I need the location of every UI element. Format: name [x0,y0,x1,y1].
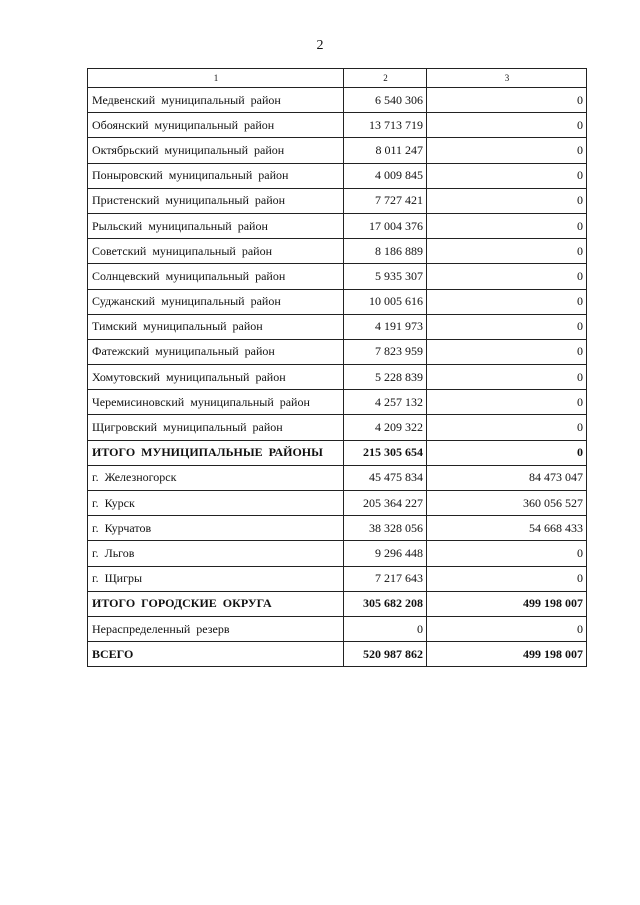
table-row [88,415,587,440]
table-total-row [88,591,587,616]
table-row [88,566,587,591]
row-name-cell: Рыльский муниципальный район [88,213,344,238]
row-name-cell: Советский муниципальный район [88,239,344,264]
row-col3-value: 0 [427,339,587,364]
row-col2-value: 4 257 132 [344,390,427,415]
row-col2-value: 9 296 448 [344,541,427,566]
row-name-cell: ИТОГО ГОРОДСКИЕ ОКРУГА [88,591,344,616]
table-row [88,616,587,641]
row-col2-value: 45 475 834 [344,465,427,490]
table-row [88,239,587,264]
row-col2-value: 4 191 973 [344,314,427,339]
row-name-cell: г. Железногорск [88,465,344,490]
row-col2-value: 13 713 719 [344,113,427,138]
row-col3-value: 0 [427,365,587,390]
table-total-row [88,642,587,667]
row-col2-value: 0 [344,616,427,641]
row-name-cell: Медвенский муниципальный район [88,88,344,113]
row-col3-value: 0 [427,163,587,188]
row-col2-value: 8 011 247 [344,138,427,163]
row-name-cell: Солнцевский муниципальный район [88,264,344,289]
table-row [88,365,587,390]
table-row [88,314,587,339]
table-row [88,138,587,163]
row-name-cell: г. Льгов [88,541,344,566]
table-row [88,339,587,364]
row-col2-value: 38 328 056 [344,516,427,541]
row-col3-value: 84 473 047 [427,465,587,490]
row-name-cell: Суджанский муниципальный район [88,289,344,314]
row-col2-value: 8 186 889 [344,239,427,264]
column-header-2: 2 [344,69,427,88]
row-name-cell: ВСЕГО [88,642,344,667]
row-name-cell: Хомутовский муниципальный район [88,365,344,390]
row-col3-value: 0 [427,289,587,314]
table-row [88,289,587,314]
row-col3-value: 54 668 433 [427,516,587,541]
table-row [88,516,587,541]
row-col2-value: 215 305 654 [344,440,427,465]
row-col3-value: 360 056 527 [427,491,587,516]
row-col2-value: 5 228 839 [344,365,427,390]
row-name-cell: ИТОГО МУНИЦИПАЛЬНЫЕ РАЙОНЫ [88,440,344,465]
row-name-cell: Нераспределенный резерв [88,616,344,641]
row-col3-value: 0 [427,390,587,415]
row-col3-value: 0 [427,566,587,591]
column-header-3: 3 [427,69,587,88]
row-col2-value: 17 004 376 [344,213,427,238]
table-total-row [88,440,587,465]
row-col3-value: 0 [427,239,587,264]
row-col3-value: 0 [427,440,587,465]
row-name-cell: Обоянский муниципальный район [88,113,344,138]
row-name-cell: г. Щигры [88,566,344,591]
row-col3-value: 0 [427,314,587,339]
row-col3-value: 499 198 007 [427,642,587,667]
row-col3-value: 0 [427,138,587,163]
row-col2-value: 305 682 208 [344,591,427,616]
row-col2-value: 4 209 322 [344,415,427,440]
row-col2-value: 7 217 643 [344,566,427,591]
row-col3-value: 0 [427,213,587,238]
row-name-cell: г. Курск [88,491,344,516]
row-col3-value: 0 [427,264,587,289]
row-col3-value: 0 [427,113,587,138]
row-col2-value: 6 540 306 [344,88,427,113]
table-row [88,465,587,490]
table-row [88,163,587,188]
column-header-1: 1 [88,69,344,88]
row-col3-value: 0 [427,188,587,213]
table-row [88,88,587,113]
row-name-cell: Поныровский муниципальный район [88,163,344,188]
table-header-row [88,69,587,88]
row-name-cell: Октябрьский муниципальный район [88,138,344,163]
table-row [88,541,587,566]
row-col3-value: 499 198 007 [427,591,587,616]
page-number: 2 [316,38,324,53]
row-name-cell: Пристенский муниципальный район [88,188,344,213]
table-row [88,390,587,415]
row-col2-value: 520 987 862 [344,642,427,667]
row-col2-value: 10 005 616 [344,289,427,314]
row-col2-value: 5 935 307 [344,264,427,289]
table-row [88,213,587,238]
row-col3-value: 0 [427,616,587,641]
row-col3-value: 0 [427,88,587,113]
row-col2-value: 7 727 421 [344,188,427,213]
budget-table [87,68,587,667]
table-body [88,69,587,667]
row-col3-value: 0 [427,415,587,440]
table-row [88,264,587,289]
table-row [88,113,587,138]
row-name-cell: г. Курчатов [88,516,344,541]
row-col3-value: 0 [427,541,587,566]
row-name-cell: Фатежский муниципальный район [88,339,344,364]
row-col2-value: 205 364 227 [344,491,427,516]
row-name-cell: Черемисиновский муниципальный район [88,390,344,415]
row-name-cell: Тимский муниципальный район [88,314,344,339]
row-name-cell: Щигровский муниципальный район [88,415,344,440]
table-row [88,188,587,213]
table-row [88,491,587,516]
row-col2-value: 7 823 959 [344,339,427,364]
row-col2-value: 4 009 845 [344,163,427,188]
